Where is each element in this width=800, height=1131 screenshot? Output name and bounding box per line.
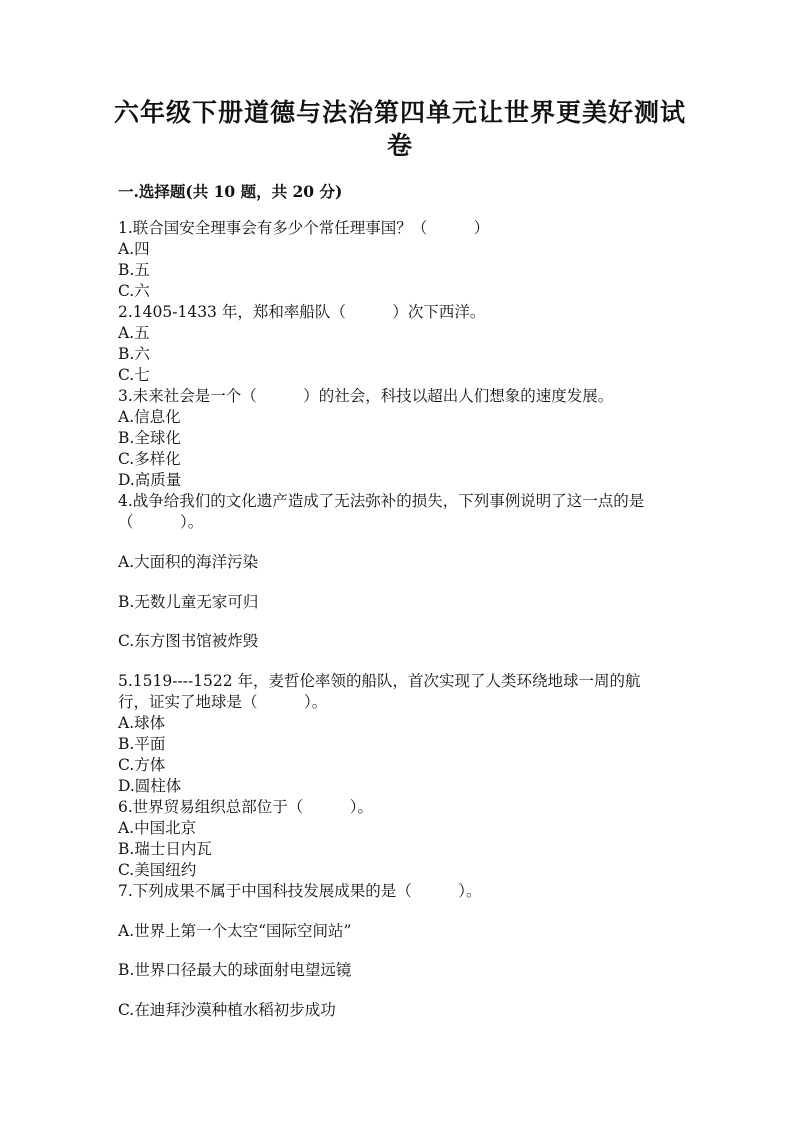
question-1-stem: 1.联合国安全理事会有多少个常任理事国？（ ） [118, 219, 490, 237]
question-2-stem: 2.1405-1433 年，郑和率船队（ ）次下西洋。 [118, 303, 486, 321]
question-4-option-a: A.大面积的海洋污染 [118, 553, 259, 571]
question-5-option-d: D.圆柱体 [118, 777, 182, 795]
question-1-option-c: C.六 [118, 282, 150, 300]
question-4-option-b: B.无数儿童无家可归 [118, 593, 259, 611]
question-3-option-b: B.全球化 [118, 429, 181, 447]
question-7-option-a: A.世界上第一个太空“国际空间站” [118, 922, 352, 940]
question-3-option-a: A.信息化 [118, 408, 181, 426]
document-title [90, 96, 710, 162]
question-4-stem-continued: （ ）。 [118, 513, 204, 531]
question-4-option-c: C.东方图书馆被炸毁 [118, 632, 259, 650]
question-7-option-c: C.在迪拜沙漠种植水稻初步成功 [118, 1001, 336, 1019]
question-3-stem: 3.未来社会是一个（ ）的社会，科技以超出人们想象的速度发展。 [118, 387, 614, 405]
section-heading: 一.选择题(共 10 题，共 20 分) [118, 182, 343, 201]
question-5-stem: 5.1519----1522 年，麦哲伦率领的船队，首次实现了人类环绕地球一周的航 [118, 672, 641, 690]
title-line-2: 卷 [386, 131, 413, 160]
question-5-stem-continued: 行，证实了地球是（ ）。 [118, 693, 328, 711]
question-4-stem: 4.战争给我们的文化遗产造成了无法弥补的损失，下列事例说明了这一点的是 [118, 492, 645, 510]
question-3-option-c: C.多样化 [118, 450, 181, 468]
question-2-option-b: B.六 [118, 345, 150, 363]
question-1-option-a: A.四 [118, 240, 150, 258]
question-6-option-c: C.美国纽约 [118, 861, 197, 879]
question-5-option-b: B.平面 [118, 735, 166, 753]
question-7-option-b: B.世界口径最大的球面射电望远镜 [118, 961, 352, 979]
question-1-option-b: B.五 [118, 261, 150, 279]
question-6-option-b: B.瑞士日内瓦 [118, 840, 212, 858]
question-5-option-c: C.方体 [118, 756, 166, 774]
question-3-option-d: D.高质量 [118, 471, 182, 489]
question-2-option-a: A.五 [118, 324, 150, 342]
question-6-option-a: A.中国北京 [118, 819, 197, 837]
question-6-stem: 6.世界贸易组织总部位于（ ）。 [118, 798, 374, 816]
question-7-stem: 7.下列成果不属于中国科技发展成果的是（ ）。 [118, 882, 482, 900]
title-line-1: 六年级下册道德与法治第四单元让世界更美好测试 [113, 98, 686, 127]
question-2-option-c: C.七 [118, 366, 150, 384]
question-5-option-a: A.球体 [118, 714, 166, 732]
